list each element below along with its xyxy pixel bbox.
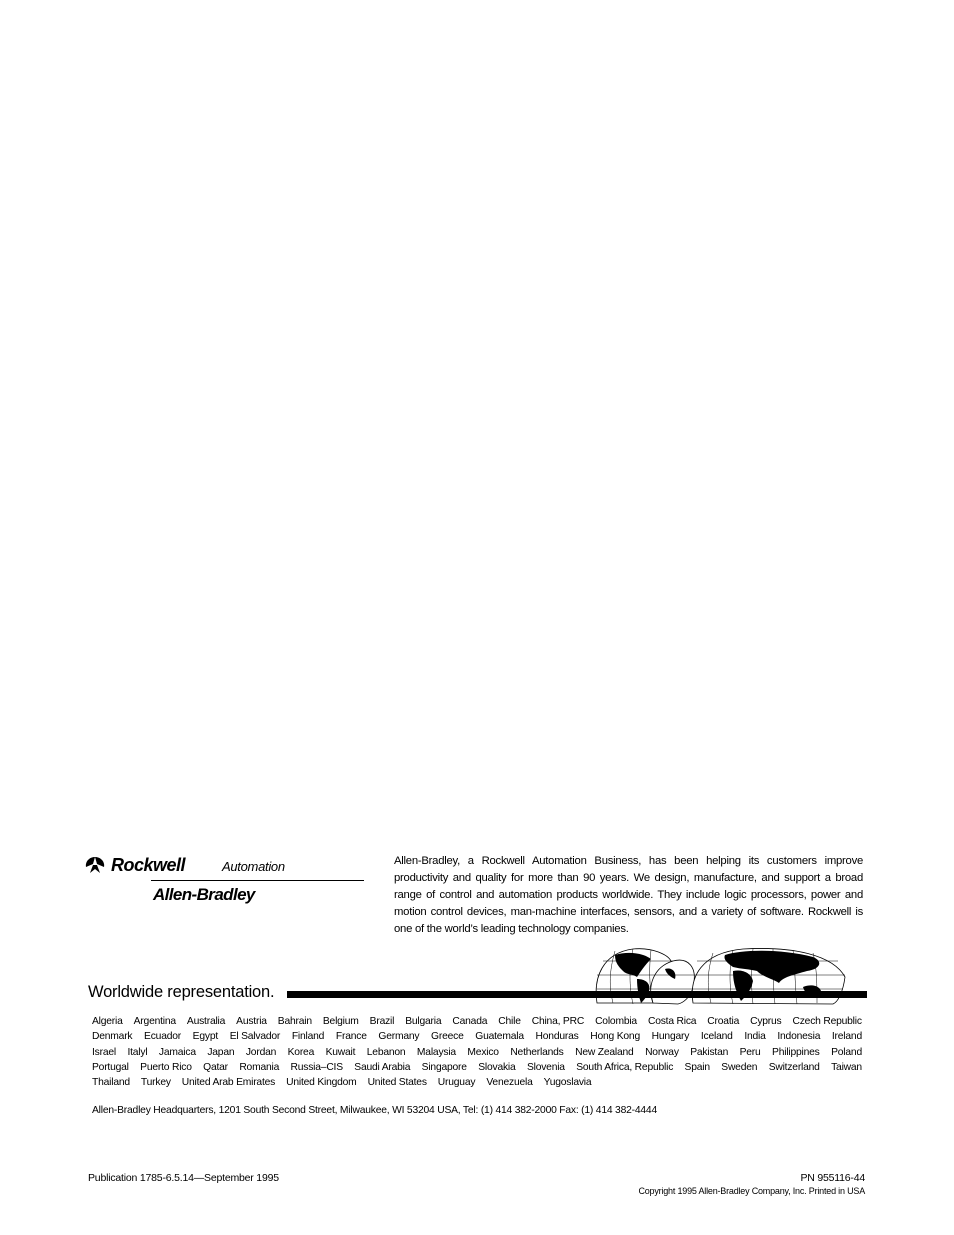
country-name: Thailand [92, 1077, 130, 1089]
country-name: United States [367, 1077, 427, 1089]
country-name: Croatia [707, 1016, 740, 1027]
country-name: El Salvador [229, 1031, 281, 1043]
country-name: Poland [831, 1046, 862, 1058]
country-name: Ecuador [144, 1031, 181, 1043]
country-name: Russia–CIS [290, 1061, 343, 1073]
country-name: United Kingdom [286, 1077, 357, 1089]
country-row [92, 1060, 862, 1075]
country-name: Kuwait [325, 1046, 356, 1058]
country-name: Korea [287, 1046, 315, 1058]
country-name: Costa Rica [647, 1016, 697, 1027]
country-name: France [335, 1031, 367, 1043]
country-name: Australia [186, 1016, 226, 1027]
country-name: Bahrain [277, 1016, 312, 1027]
country-name: Bulgaria [405, 1016, 442, 1027]
country-name: United Arab Emirates [181, 1077, 276, 1089]
country-name: Jamaica [158, 1046, 196, 1058]
country-name: Malaysia [416, 1046, 456, 1058]
country-name: Israel [92, 1046, 116, 1058]
country-name: Czech Republic [792, 1016, 862, 1027]
country-name: Denmark [92, 1031, 133, 1043]
country-name: Japan [207, 1046, 235, 1058]
country-name: Sweden [721, 1061, 758, 1073]
country-name: Turkey [140, 1077, 171, 1089]
company-description: Allen-Bradley, a Rockwell Automation Business, has been helping its customers improve productivity and quality for more than 90 years. We design, manufacture, and support a broad range of control and automation products worldwide. They include logic processors, power and motion control devices, man-machine interfaces, sensors, and a variety of software. Rockwell is one of the world’s leading technology companies. [394, 855, 863, 935]
country-name: Netherlands [510, 1046, 564, 1058]
country-name: Singapore [421, 1061, 467, 1073]
country-name: Egypt [192, 1031, 219, 1043]
country-list [92, 1014, 862, 1090]
country-name: New Zealand [575, 1046, 634, 1058]
country-row [92, 1045, 862, 1060]
country-name: China, PRC [531, 1016, 585, 1027]
country-name: Slovakia [478, 1061, 516, 1073]
country-name: Colombia [595, 1016, 637, 1027]
country-name: Uruguay [437, 1077, 476, 1089]
country-name: Cyprus [750, 1016, 782, 1027]
country-name: Guatemala [475, 1031, 524, 1043]
country-name: Canada [452, 1016, 488, 1027]
country-name: Chile [498, 1016, 521, 1027]
country-name: India [744, 1031, 766, 1043]
headquarters-address: Allen-Bradley Headquarters, 1201 South Second Street, Milwaukee, WI 53204 USA, Tel: (1) 414 382-2000 Fax: (1) 414 382-4444 [92, 1105, 657, 1116]
world-map-icon [593, 947, 847, 1007]
country-name: Hong Kong [590, 1031, 640, 1043]
copyright-notice: Copyright 1995 Allen-Bradley Company, Inc. Printed in USA [638, 1186, 865, 1196]
country-name: Venezuela [486, 1077, 533, 1089]
automation-wordmark: Automation [222, 859, 285, 874]
country-name: Hungary [651, 1031, 690, 1043]
country-name: Germany [378, 1031, 420, 1043]
country-name: Lebanon [366, 1046, 406, 1058]
country-name: Mexico [467, 1046, 499, 1058]
rockwell-allen-bradley-logo [84, 854, 366, 912]
country-row [92, 1014, 862, 1029]
heading-bar [287, 991, 867, 998]
country-name: Italyl [127, 1046, 148, 1058]
country-name: Portugal [92, 1061, 129, 1073]
country-name: Honduras [535, 1031, 579, 1043]
country-name: Brazil [369, 1016, 395, 1027]
country-name: Finland [291, 1031, 325, 1043]
rockwell-wordmark: Rockwell [111, 855, 186, 875]
country-name: Algeria [92, 1016, 123, 1027]
worldwide-heading: Worldwide representation. [88, 983, 275, 1001]
country-name: Philippines [772, 1046, 820, 1058]
country-name: Iceland [700, 1031, 733, 1043]
country-row [92, 1029, 862, 1044]
country-name: Pakistan [690, 1046, 729, 1058]
country-name: Puerto Rico [140, 1061, 192, 1073]
country-name: Greece [431, 1031, 464, 1043]
publication-number: Publication 1785-6.5.14—September 1995 [88, 1172, 279, 1184]
country-name: Belgium [322, 1016, 359, 1027]
rockwell-emblem-icon [84, 856, 106, 874]
logo-divider [151, 880, 364, 881]
country-name: Qatar [203, 1061, 228, 1073]
country-name: Norway [645, 1046, 679, 1058]
country-name: Romania [239, 1061, 280, 1073]
country-name: Indonesia [777, 1031, 821, 1043]
country-name: Jordan [245, 1046, 277, 1058]
country-name: Ireland [831, 1031, 862, 1043]
country-row [92, 1075, 862, 1090]
part-number: PN 955116-44 [800, 1172, 865, 1184]
country-name: Saudi Arabia [354, 1061, 411, 1073]
country-name: Peru [739, 1046, 761, 1058]
country-name: Switzerland [768, 1061, 820, 1073]
country-name: Argentina [133, 1016, 176, 1027]
country-name: Slovenia [526, 1061, 565, 1073]
country-name: South Africa, Republic [576, 1061, 674, 1073]
country-name: Yugoslavia [543, 1077, 592, 1089]
allen-bradley-wordmark: Allen-Bradley [153, 885, 255, 904]
country-name: Taiwan [831, 1061, 862, 1073]
country-name: Spain [684, 1061, 710, 1073]
country-name: Austria [236, 1016, 267, 1027]
